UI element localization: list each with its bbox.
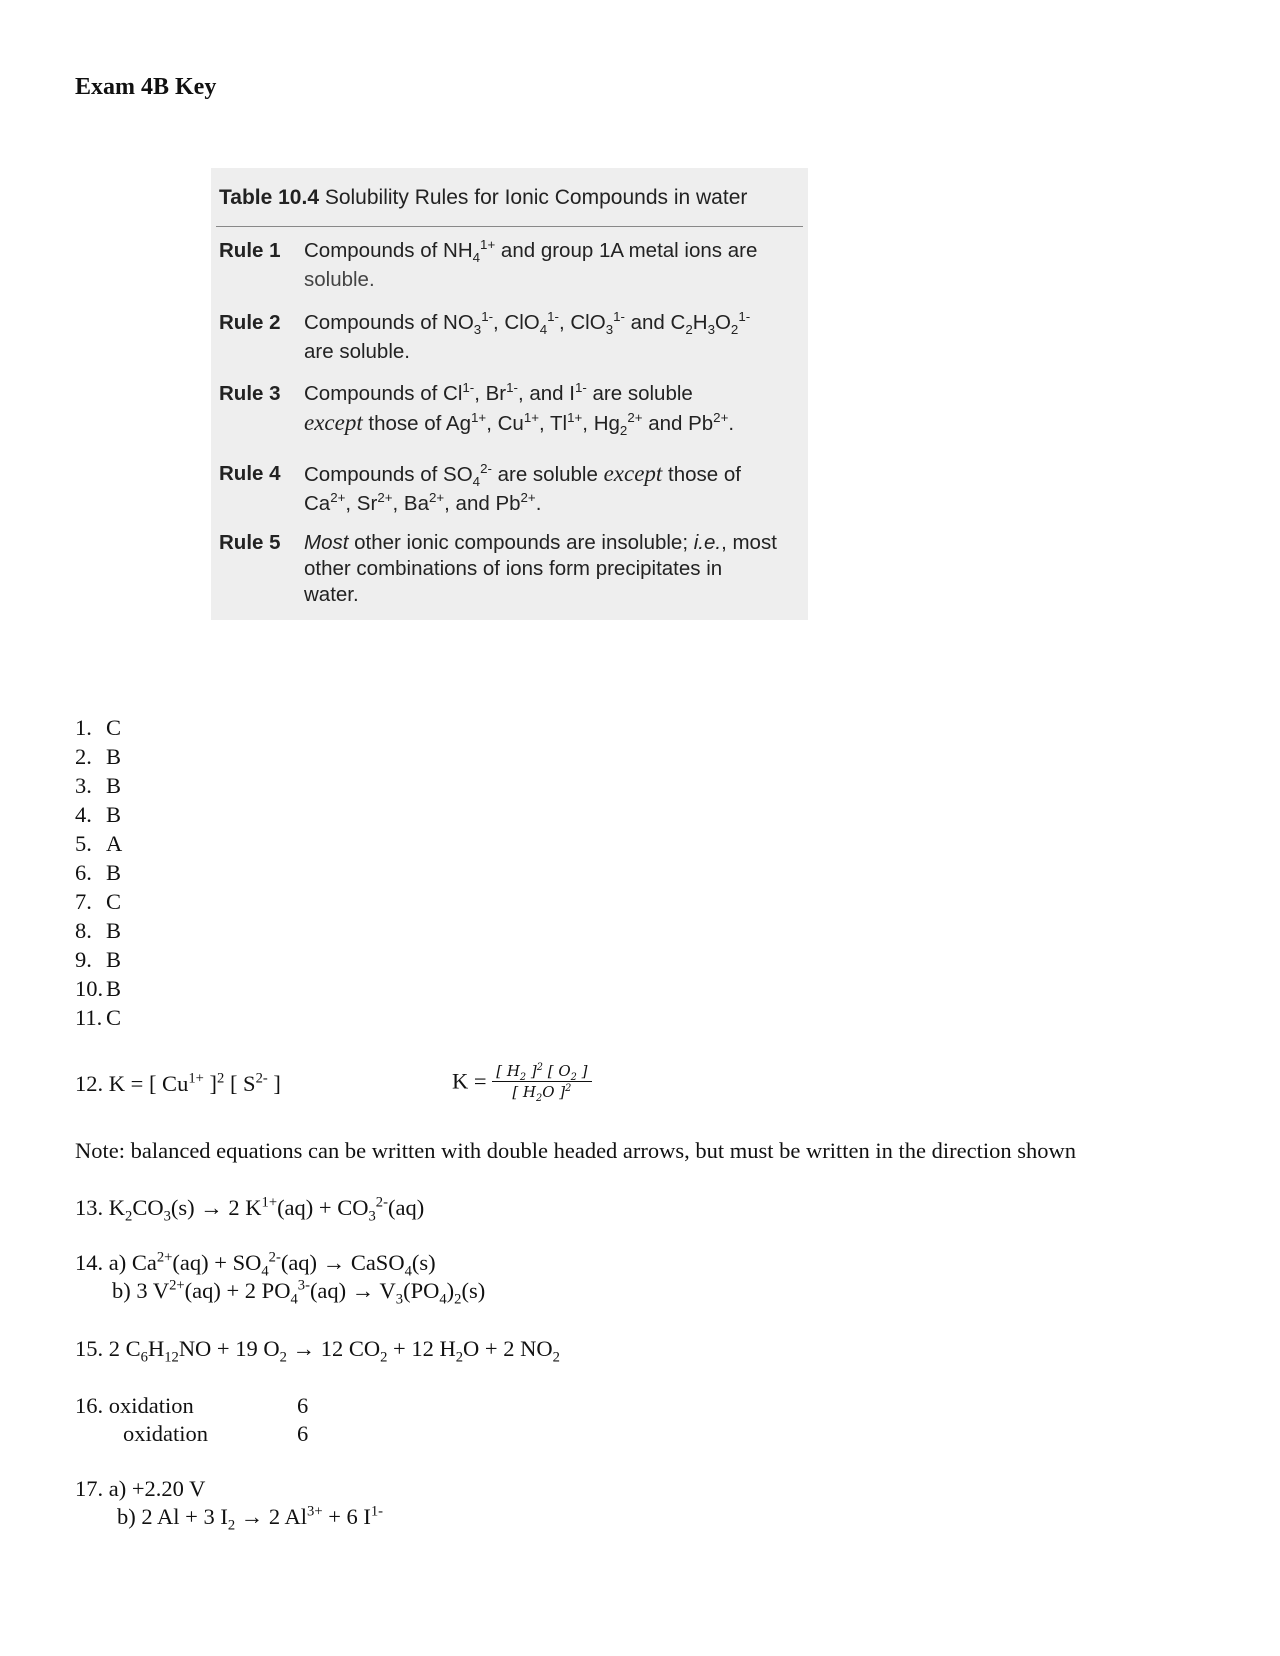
q12-expression-right: K = $\frac{[ H_2 ]^2 [ O_2 ]}{[ H_2O ]^2}$ [452,1062,592,1101]
list-item: 8. B [75,918,122,943]
q15-equation: 15. 2 $C_6H_{12}NO + 19$ $O_2 \to 12$ $CO_2 + 12$ $H_2O + 2$ $NO_2$ [75,1336,560,1366]
rule-text: Compounds of $SO_4^{2-}$ are soluble except those of $Ca^{2+}$, $Sr^{2+}$, $Ba^{2+}$, and $Pb^{2+}$. [304,461,741,515]
equilibrium-fraction: $\frac{[ H_2 ]^2 [ O_2 ]}{[ H_2O ]^2}$ [492,1062,591,1101]
list-item: 7. C [75,889,122,914]
table-caption: Table 10.4 Solubility Rules for Ionic Compounds in water [219,186,748,209]
list-item: 10. B [75,976,122,1001]
list-item: 11. C [75,1005,122,1030]
rule-text: Compounds of $NH_4^{1+}$ and group 1A metal ions are soluble. [304,237,758,291]
arrow-icon: → [240,1504,264,1529]
q16-row-1-value: 6 [297,1393,309,1418]
q16-row-2-value: 6 [297,1421,309,1446]
rule-label: Rule 2 [219,311,281,334]
answer-list [75,713,122,1032]
list-item: 3. B [75,773,122,798]
rule-text: Compounds of $NO_3^{1-}$, ClO$_4^{1-}$, ClO$_3^{1-}$ and $C_2H_3O_2^{1-}$ are soluble. [304,309,751,363]
list-item: 5. A [75,831,123,856]
table-divider [216,226,803,227]
list-item: 1. C [75,715,122,740]
q14b-equation: b) 3 $V^{2+}(aq) + 2$ $PO_4^{3-}(aq) \to V_3(PO_4)_2(s)$ [112,1277,486,1308]
rule-text: Compounds of $Cl^{1-}$, $Br^{1-}$, and $I^{1-}$ are soluble except those of $Ag^{1+}$, $Cu^{1+}$, $Tl^{1+}$, $Hg_2^{2+}$ and $Pb^{2+}$. [304,380,735,439]
arrow-icon: → [200,1195,223,1220]
rule-label: Rule 3 [219,382,281,405]
arrow-icon: → [322,1250,346,1275]
q16-row-2-label: oxidation [123,1421,208,1446]
list-item: 6. B [75,860,122,885]
list-item: 4. B [75,802,122,827]
page-title: Exam 4B Key [75,74,217,100]
rule-text: Most other ionic compounds are insoluble; i.e., most other combinations of ions form precipitates in water. [304,531,777,606]
q14a-equation: 14. a) $Ca^{2+}(aq) + SO_4^{2-}(aq)$ → CaSO$_4$(s) [75,1249,436,1280]
rule-label: Rule 4 [219,462,281,485]
q12-expression-left: 12. K = [ $Cu^{1+}$ ]$^2$ [ $S^{2-}$ ] [75,1070,281,1096]
arrow-icon: → [292,1336,316,1361]
q17a-answer: 17. a) +2.20 V [75,1476,206,1501]
list-item: 9. B [75,947,122,972]
note-text: Note: balanced equations can be written with double headed arrows, but must be written in the direction shown [75,1138,1076,1163]
q17b-equation: b) 2 Al + 3 $I_2 \to 2$ $Al^{3+} + 6$ $I^{1-}$ [117,1503,384,1534]
rule-label: Rule 1 [219,239,281,262]
rule-label: Rule 5 [219,531,281,554]
q16-row-1-label: 16. oxidation [75,1393,194,1418]
solubility-rules-table [211,168,808,620]
q13-equation: 13. $K_2CO_3(s) \to 2$ $K^{1+}(aq) + CO_3^{2-}(aq)$ [75,1194,425,1225]
arrow-icon: → [351,1278,375,1303]
list-item: 2. B [75,744,122,769]
